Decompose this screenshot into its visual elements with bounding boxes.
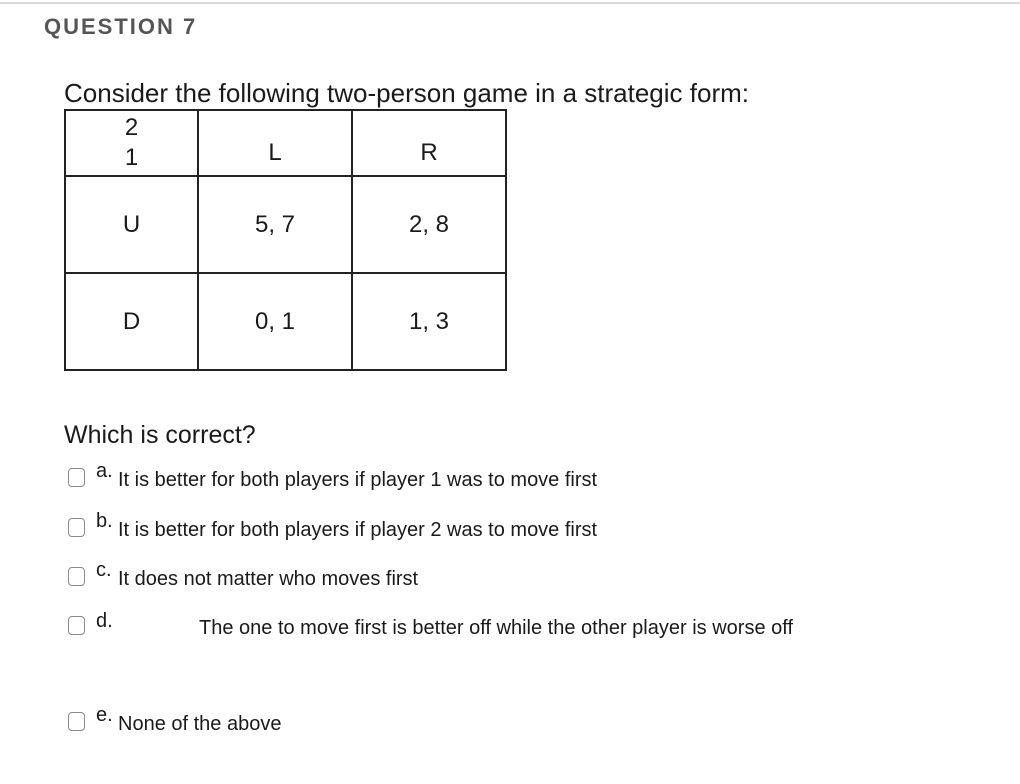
row-label: D: [65, 273, 198, 370]
divider: [0, 2, 1020, 4]
option-letter: d.: [96, 610, 113, 632]
payoff-cell: 0, 1: [198, 273, 352, 370]
player-1-label: 1: [124, 144, 139, 171]
column-label: R: [420, 139, 438, 166]
payoff-matrix: [64, 109, 507, 371]
option-text: It is better for both players if player 1 was to move first: [118, 469, 598, 491]
payoff-cell: 2, 8: [352, 176, 506, 273]
option-letter: c.: [96, 559, 112, 581]
option-checkbox[interactable]: [68, 616, 85, 635]
option-letter: a.: [96, 460, 113, 482]
question-header: QUESTION 7: [44, 14, 198, 39]
matrix-corner-cell: [65, 110, 198, 176]
matrix-header-row: [65, 110, 506, 176]
option-checkbox[interactable]: [68, 712, 85, 731]
option-letter: e.: [96, 704, 113, 726]
payoff-cell: 1, 3: [352, 273, 506, 370]
option-text: The one to move first is better off while the other player is worse off: [199, 617, 793, 639]
row-label: U: [65, 176, 198, 273]
option-text: None of the above: [118, 713, 282, 735]
player-2-label: 2: [124, 114, 139, 141]
matrix-row: [65, 176, 506, 273]
matrix-row: [65, 273, 506, 370]
option-checkbox[interactable]: [68, 567, 85, 586]
option-letter: b.: [96, 510, 113, 532]
payoff-cell: 5, 7: [198, 176, 352, 273]
option-text: It is better for both players if player 2 was to move first: [118, 519, 598, 541]
question-ask: Which is correct?: [64, 421, 256, 449]
option-checkbox[interactable]: [68, 518, 85, 537]
column-header-cell: [198, 110, 352, 176]
option-checkbox[interactable]: [68, 468, 85, 487]
question-prompt: Consider the following two-person game in a strategic form:: [64, 78, 749, 108]
column-label: L: [268, 139, 282, 166]
option-text: It does not matter who moves first: [118, 568, 419, 590]
column-header-cell: [352, 110, 506, 176]
